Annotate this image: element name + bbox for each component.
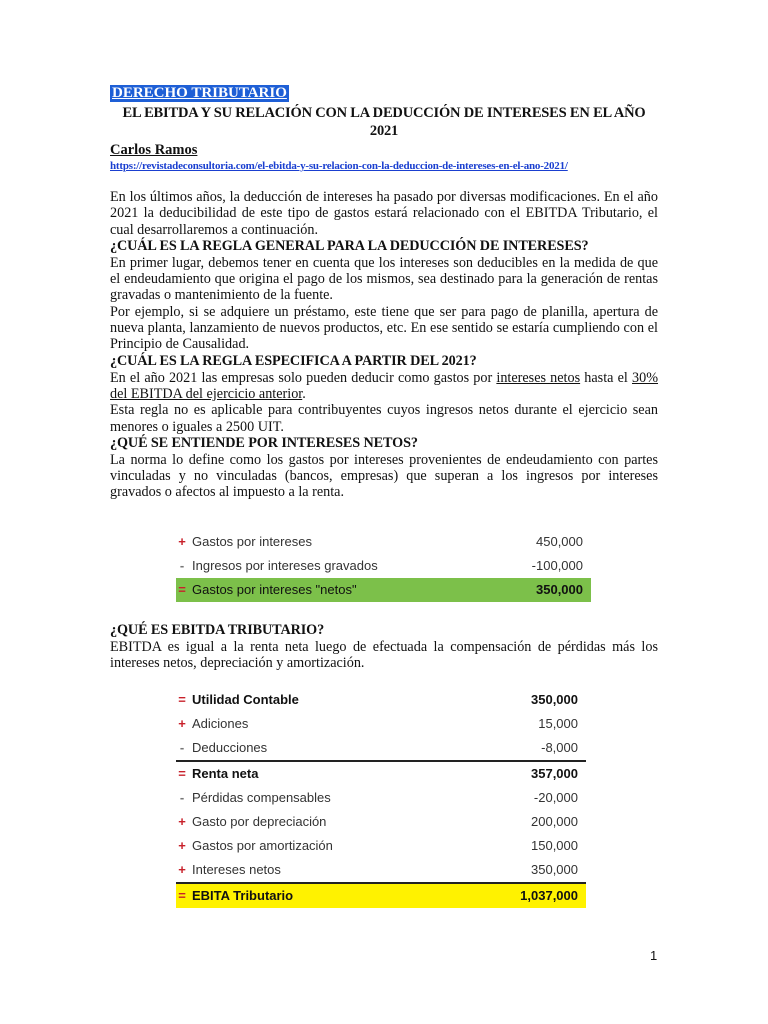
- row-value: 200,000: [531, 814, 578, 829]
- table-row: [176, 554, 591, 578]
- minus-sign: -: [179, 790, 185, 805]
- paragraph: En el año 2021 las empresas solo pueden deducir como gastos por intereses netos hasta el 30% del EBITDA del ejercicio anterior.: [110, 369, 659, 402]
- row-label: Utilidad Contable: [192, 692, 299, 707]
- row-value: 350,000: [531, 692, 578, 707]
- table-row: [176, 858, 586, 882]
- page-number: 1: [650, 948, 658, 963]
- ebitda-table: [176, 688, 586, 908]
- section-heading-regla-especifica: ¿CUÁL ES LA REGLA ESPECIFICA A PARTIR DEL 2021?: [110, 352, 477, 369]
- row-label: Adiciones: [192, 716, 249, 731]
- row-value: 1,037,000: [520, 888, 578, 903]
- plus-sign: +: [178, 862, 186, 877]
- row-value: 357,000: [531, 766, 578, 781]
- table-row: [176, 736, 586, 760]
- table-row: [176, 712, 586, 736]
- equals-sign: =: [178, 888, 186, 903]
- row-label: Deducciones: [192, 740, 268, 755]
- table-row: [176, 688, 586, 712]
- row-value: -20,000: [533, 790, 578, 805]
- paragraph: EBITDA es igual a la renta neta luego de efectuada la compensación de pérdidas más los intereses netos, depreciación y amortización.: [110, 639, 658, 672]
- plus-sign: +: [178, 534, 186, 549]
- table-row-total: [176, 578, 591, 602]
- equals-sign: =: [178, 582, 186, 597]
- document-body: [110, 84, 658, 501]
- title-line-1: EL EBITDA Y SU RELACIÓN CON LA DEDUCCIÓN DE INTERESES EN EL AÑO: [122, 105, 646, 121]
- article-title: [110, 104, 658, 140]
- plus-sign: +: [178, 716, 186, 731]
- row-value: 15,000: [538, 716, 578, 731]
- paragraph: Esta regla no es aplicable para contribuyentes cuyos ingresos netos durante el ejercicio sean menores o iguales a 2500 UIT.: [110, 402, 658, 435]
- paragraph: La norma lo define como los gastos por intereses provenientes de endeudamiento con partes vinculadas y no vinculadas (bancos, empresas) que superan a los ingresos por intereses gravados o afectos al impuesto a la renta.: [110, 451, 658, 501]
- row-label: Pérdidas compensables: [192, 790, 331, 805]
- row-label: Renta neta: [192, 766, 259, 781]
- row-value: 150,000: [531, 838, 578, 853]
- row-value: -8,000: [541, 740, 578, 755]
- title-line-2: 2021: [369, 123, 399, 139]
- table-row: [176, 760, 586, 786]
- table-row: [176, 834, 586, 858]
- table-row-total: [176, 882, 586, 908]
- row-label: Ingresos por intereses gravados: [192, 558, 378, 573]
- row-label: EBITA Tributario: [192, 888, 294, 903]
- row-value: 450,000: [536, 534, 583, 549]
- author-name: Carlos Ramos: [110, 142, 198, 158]
- row-label: Gastos por intereses: [192, 534, 312, 549]
- category-tag[interactable]: DERECHO TRIBUTARIO: [112, 85, 287, 101]
- plus-sign: +: [178, 814, 186, 829]
- row-label: Intereses netos: [192, 862, 281, 877]
- document-body-2: [110, 622, 658, 672]
- equals-sign: =: [178, 692, 186, 707]
- equals-sign: =: [178, 766, 186, 781]
- paragraph: En primer lugar, debemos tener en cuenta que los intereses son deducibles en la medida de que el endeudamiento que origina el pago de los mismos, sea destinado para la generación de rentas gravadas o mantenimiento de la fuente.: [110, 254, 658, 304]
- row-label: Gasto por depreciación: [192, 814, 327, 829]
- row-value: 350,000: [536, 582, 583, 597]
- paragraph: Por ejemplo, si se adquiere un préstamo, este tiene que ser para pago de planilla, apertura de nueva planta, lanzamiento de nuevos productos, etc. En ese sentido se estaría cumpliendo con el Principio de Causalidad.: [110, 303, 658, 353]
- row-label: Gastos por intereses "netos": [192, 582, 357, 597]
- source-link[interactable]: https://revistadeconsultoria.com/el-ebitda-y-su-relacion-con-la-deduccion-de-intereses-en-el-ano-2021/: [110, 160, 568, 172]
- table-row: [176, 530, 591, 554]
- table-row: [176, 786, 586, 810]
- table-row: [176, 810, 586, 834]
- minus-sign: -: [179, 740, 185, 755]
- section-heading-regla-general: ¿CUÁL ES LA REGLA GENERAL PARA LA DEDUCCIÓN DE INTERESES?: [110, 237, 589, 254]
- intro-paragraph: En los últimos años, la deducción de intereses ha pasado por diversas modificaciones. En el año 2021 la deducibilidad de este tipo de gastos estará relacionado con el EBITDA Tributario, el cual desarrollaremos a continuación.: [110, 189, 658, 238]
- plus-sign: +: [178, 838, 186, 853]
- section-heading-intereses-netos: ¿QUÉ SE ENTIENDE POR INTERESES NETOS?: [110, 434, 418, 451]
- intereses-netos-table: [176, 530, 591, 602]
- row-value: 350,000: [531, 862, 578, 877]
- row-label: Gastos por amortización: [192, 838, 333, 853]
- section-heading-ebitda: ¿QUÉ ES EBITDA TRIBUTARIO?: [110, 622, 325, 638]
- minus-sign: -: [179, 558, 185, 573]
- row-value: -100,000: [531, 558, 583, 573]
